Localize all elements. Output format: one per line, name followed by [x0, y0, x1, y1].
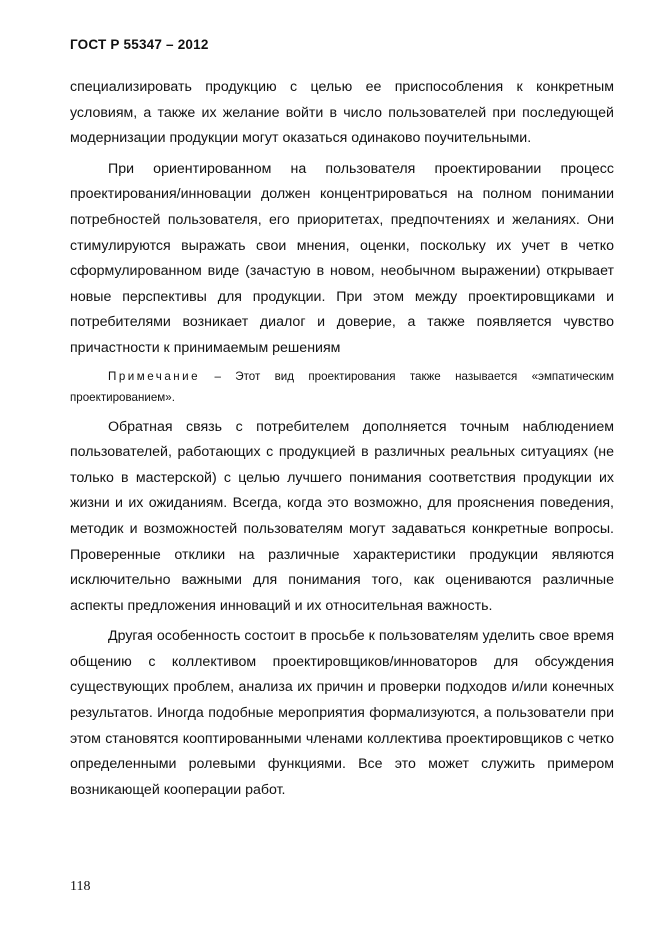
paragraph-continuation: специализировать продукцию с целью ее приспособления к конкретным условиям, а также их желание войти в число пользователей при последующей модернизации продукции могут оказаться одинаково поучительными.	[70, 79, 614, 147]
paragraph-feedback: Обратная связь с потребителем дополняется точным наблюдением пользователей, работающих с продукцией в различных реальных ситуациях (не только в мастерской) с целью лучшего понимания соответствия продукции их жизни и их ожиданиям. Всегда, когда это возможно, для прояснения поведения, методик и возможностей пользователям могут задаваться конкретные вопросы. Проверенные отклики на различные характеристики продукции являются исключительно важными для понимания того, как оцениваются различные аспекты предложения инноваций и их относительная важность.	[70, 418, 614, 614]
paragraph-user-involvement: Другая особенность состоит в просьбе к пользователям уделить свое время общению с коллективом проектировщиков/инноваторов для обсуждения существующих проблем, анализа их причин и проверки подходов и/или конечных результатов. Иногда подобные мероприятия формализуются, а пользователи при этом становятся кооптированными членами коллектива проектировщиков с четко определенными ролевыми функциями. Все это может служить примером возникающей кооперации работ.	[70, 628, 614, 798]
note	[70, 366, 614, 408]
page-body	[70, 75, 614, 803]
paragraph-user-centered-design: При ориентированном на пользователя проектировании процесс проектирования/инновации должен концентрироваться на полном понимании потребностей пользователя, его приоритетах, предпочтениях и желаниях. Они стимулируются выражать свои мнения, оценки, поскольку их учет в четко сформулированном виде (зачастую в новом, необычном выражении) открывает новые перспективы для продукции. При этом между проектировщиками и потребителями возникает диалог и доверие, а также появляется чувство причастности к принимаемым решениям	[70, 160, 614, 356]
page-number: 118	[70, 879, 91, 894]
document-header: ГОСТ Р 55347 – 2012	[70, 37, 209, 52]
note-text: – Этот вид проектирования также называется «эмпатическим проектированием».	[70, 369, 614, 404]
note-label: Примечание	[108, 369, 201, 383]
